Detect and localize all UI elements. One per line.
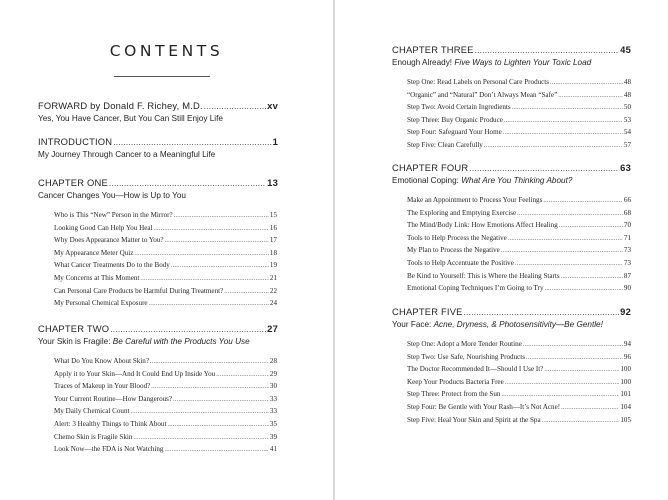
introduction-heading[interactable] [38,136,278,147]
toc-entry[interactable]: What Cancer Treatments Do to the Body ..... 19 [54,261,277,274]
right-page [335,0,668,500]
section-label: CHAPTER TWO [38,323,110,334]
forward-heading[interactable] [38,100,278,111]
title-divider [114,76,210,77]
section-label: CHAPTER FIVE [392,306,463,317]
section-page: 1 [272,136,278,147]
toc-entry[interactable]: My Plan to Process the Negative ..... 73 [407,246,631,259]
toc-entry[interactable]: The Mind/Body Link: How Emotions Affect Healing ..... 70 [407,221,631,234]
toc-entry[interactable]: Step Five: Heal Your Skin and Spirit at the Spa ..... 105 [407,416,631,429]
section-label: FORWARD by Donald F. Richey, M.D. [38,100,203,111]
chapter-two-heading[interactable] [38,323,278,334]
toc-entry[interactable]: Chemo Skin is Fragile Skin ..... 39 [54,433,277,446]
section-page: xv [267,100,278,111]
toc-entry[interactable]: Step Two: Avoid Certain Ingredients ..... 50 [407,103,631,116]
section-subtitle: Emotional Coping: What Are You Thinking About? [392,176,573,185]
chapter-five-heading[interactable] [392,306,631,317]
dot-leader [113,138,271,147]
dot-leader [464,308,620,317]
toc-entry[interactable]: Tools to Help Accentuate the Positive ..... 73 [407,259,631,272]
chapter-five-entries [392,340,631,428]
toc-entry[interactable]: Looking Good Can Help You Heal ..... 16 [54,224,277,237]
chapter-three-entries [392,78,631,154]
chapter-two-entries [38,357,278,458]
section-page: 13 [267,177,278,188]
toc-entry[interactable]: Emotional Coping Techniques I’m Going to Try ..... 90 [407,284,631,297]
contents-title: CONTENTS [109,42,224,60]
toc-entry[interactable]: Apply it to Your Skin—And It Could End Up Inside You ..... 29 [54,370,277,383]
section-label: CHAPTER FOUR [392,162,469,173]
section-page: 45 [620,44,631,55]
section-subtitle: Your Face: Acne, Dryness, & Photosensitivity—Be Gentle! [392,320,603,329]
section-subtitle: Cancer Changes You—How is Up to You [38,191,186,200]
toc-entry[interactable]: Who is This “New” Person in the Mirror? ..... 15 [54,211,277,224]
toc-section-forward [38,100,278,123]
section-subtitle: Enough Already! Five Ways to Lighten Your Toxic Load [392,58,592,67]
toc-entry[interactable]: Tools to Help Process the Negative ..... 71 [407,234,631,247]
toc-section-introduction [38,136,278,159]
section-subtitle: Yes, You Have Cancer, But You Can Still Enjoy Life [38,114,223,123]
toc-entry[interactable]: My Daily Chemical Count ..... 33 [54,407,277,420]
toc-entry[interactable]: Step Two: Use Safe, Nourishing Products ..... 96 [407,353,631,366]
toc-entry[interactable]: Step Three: Protect from the Sun ..... 101 [407,390,631,403]
section-subtitle: My Journey Through Cancer to a Meaningful Life [38,150,216,159]
toc-chapter-five [392,306,631,428]
toc-entry[interactable]: “Organic” and “Natural” Don’t Always Mean “Safe” ..... 48 [407,91,631,104]
toc-chapter-four [392,162,631,297]
dot-leader [110,325,266,334]
toc-entry[interactable]: Step Three: Buy Organic Produce ..... 53 [407,116,631,129]
dot-leader [475,46,620,55]
toc-entry[interactable]: The Doctor Recommended It—Should I Use It? ..... 100 [407,365,631,378]
chapter-four-heading[interactable] [392,162,631,173]
toc-entry[interactable]: Look Now—the FDA is Not Watching ..... 41 [54,445,277,458]
chapter-three-heading[interactable] [392,44,631,55]
toc-entry[interactable]: My Personal Chemical Exposure ..... 24 [54,299,277,312]
toc-entry[interactable]: Your Current Routine—How Dangerous? ..... 33 [54,395,277,408]
section-label: CHAPTER ONE [38,177,108,188]
toc-entry[interactable]: The Exploring and Emptying Exercise ..... 68 [407,209,631,222]
toc-entry[interactable]: Make an Appointment to Process Your Feelings ..... 66 [407,196,631,209]
section-label: INTRODUCTION [38,136,113,147]
toc-entry[interactable]: Keep Your Products Bacteria Free ..... 100 [407,378,631,391]
chapter-one-heading[interactable] [38,177,278,188]
toc-entry[interactable]: Step One: Adopt a More Tender Routine ..... 94 [407,340,631,353]
toc-entry[interactable]: Step Five: Clean Carefully ..... 57 [407,141,631,154]
section-page: 63 [620,162,631,173]
toc-entry[interactable]: Be Kind to Yourself: This is Where the Healing Starts ..... 87 [407,272,631,285]
section-label: CHAPTER THREE [392,44,474,55]
toc-entry[interactable]: Can Personal Care Products be Harmful During Treatment? ..... 22 [54,287,277,300]
toc-chapter-three [392,44,631,154]
toc-entry[interactable]: Why Does Appearance Matter to You? ..... 17 [54,236,277,249]
section-subtitle: Your Skin is Fragile: Be Careful with the Products You Use [38,337,250,346]
dot-leader [469,164,619,173]
left-page [0,0,333,500]
dot-leader [109,179,266,188]
toc-chapter-two [38,323,278,458]
toc-entry[interactable]: Step One: Read Labels on Personal Care Products ..... 48 [407,78,631,91]
toc-entry[interactable]: Traces of Makeup in Your Blood? ..... 30 [54,382,277,395]
toc-entry[interactable]: What Do You Know About Skin? ..... 28 [54,357,277,370]
toc-entry[interactable]: My Concerns at This Moment ..... 21 [54,274,277,287]
chapter-four-entries [392,196,631,297]
chapter-one-entries [38,211,278,312]
section-page: 27 [267,323,278,334]
section-page: 92 [620,306,631,317]
dot-leader [204,102,266,111]
toc-entry[interactable]: Step Four: Safeguard Your Home ..... 54 [407,128,631,141]
toc-chapter-one [38,177,278,312]
toc-entry[interactable]: Alert: 3 Healthy Things to Think About ..... 35 [54,420,277,433]
toc-entry[interactable]: My Appearance Meter Quiz ..... 18 [54,249,277,262]
toc-entry[interactable]: Step Four: Be Gentle with Your Rash—It’s Not Acne! ..... 104 [407,403,631,416]
